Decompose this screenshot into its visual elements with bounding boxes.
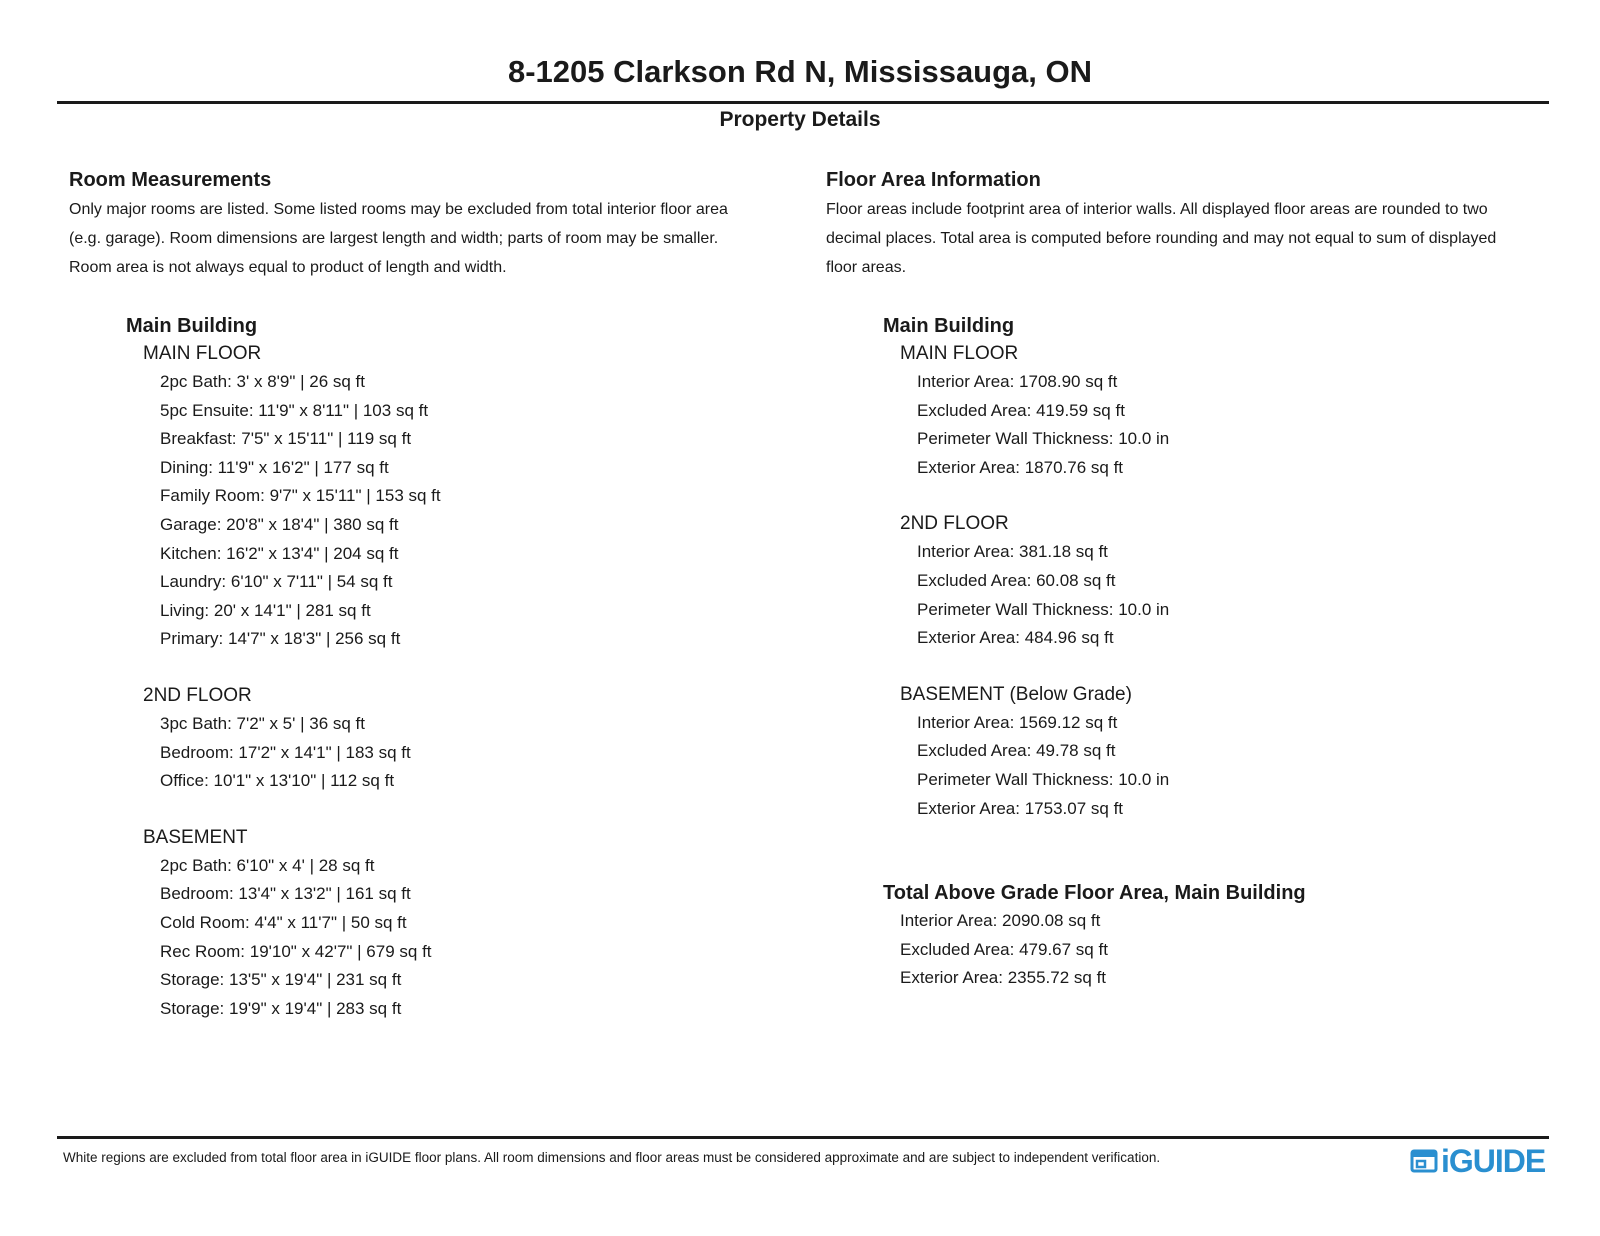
area-item: Interior Area: 1708.90 sq ft	[917, 372, 1118, 391]
iguide-logo-icon	[1410, 1147, 1438, 1175]
building-heading: Main Building	[883, 315, 1015, 337]
floor-name: MAIN FLOOR	[143, 343, 262, 364]
area-item: Interior Area: 1569.12 sq ft	[917, 712, 1118, 732]
room-item: Laundry: 6'10" x 7'11" | 54 sq ft	[160, 572, 393, 592]
room-item: Rec Room: 19'10" x 42'7" | 679 sq ft	[160, 941, 432, 961]
room-item: Garage: 20'8" x 18'4" | 380 sq ft	[160, 514, 399, 534]
floor-name: MAIN FLOOR	[900, 343, 1019, 364]
floor-name: BASEMENT (Below Grade)	[900, 683, 1132, 705]
total-area-item: Excluded Area: 479.67 sq ft	[900, 939, 1108, 959]
floor-main	[143, 340, 789, 654]
top-divider	[57, 101, 1549, 104]
page-title: 8-1205 Clarkson Rd N, Mississauga, ON	[507, 54, 1093, 89]
room-item: Storage: 13'5" x 19'4" | 231 sq ft	[160, 970, 402, 990]
room-measurements-heading: Room Measurements	[69, 169, 272, 191]
floor-2nd	[143, 682, 789, 796]
page-subtitle: Property Details	[719, 108, 881, 131]
floor-name: 2ND FLOOR	[900, 513, 1009, 535]
area-item: Excluded Area: 49.78 sq ft	[917, 741, 1116, 761]
area-floor-basement	[900, 681, 1566, 823]
room-item: Bedroom: 13'4" x 13'2" | 161 sq ft	[160, 884, 411, 904]
intro-line: Floor areas include footprint area of interior walls. All displayed floor areas are rounded to two	[826, 201, 1488, 218]
room-item: Breakfast: 7'5" x 15'11" | 119 sq ft	[160, 429, 412, 449]
intro-line: (e.g. garage). Room dimensions are largest length and width; parts of room may be smaller.	[69, 230, 719, 247]
area-item: Exterior Area: 1753.07 sq ft	[917, 798, 1124, 818]
room-item: Cold Room: 4'4" x 11'7" | 50 sq ft	[160, 912, 407, 932]
area-item: Exterior Area: 1870.76 sq ft	[917, 457, 1124, 477]
intro-line: Only major rooms are listed. Some listed rooms may be excluded from total interior floor area	[69, 201, 728, 218]
area-item: Exterior Area: 484.96 sq ft	[917, 628, 1114, 648]
total-area-item: Interior Area: 2090.08 sq ft	[900, 911, 1101, 931]
floor-name: BASEMENT	[143, 826, 248, 848]
intro-line: floor areas.	[826, 259, 907, 276]
room-item: Family Room: 9'7" x 15'11" | 153 sq ft	[160, 486, 441, 506]
floor-name: 2ND FLOOR	[143, 684, 252, 706]
room-item: Dining: 11'9" x 16'2" | 177 sq ft	[160, 457, 389, 477]
room-item: Kitchen: 16'2" x 13'4" | 204 sq ft	[160, 543, 399, 563]
total-area-list	[900, 907, 1566, 993]
room-item: 5pc Ensuite: 11'9" x 8'11" | 103 sq ft	[160, 400, 429, 420]
area-item: Excluded Area: 419.59 sq ft	[917, 400, 1125, 420]
area-floor-2nd	[900, 510, 1566, 652]
room-measurements-section	[69, 166, 789, 1023]
room-item: 3pc Bath: 7'2" x 5' | 36 sq ft	[160, 713, 366, 733]
intro-line: decimal places. Total area is computed before rounding and may not equal to sum of displayed	[826, 230, 1497, 247]
intro-line: Room area is not always equal to product of length and width.	[69, 259, 507, 276]
floor-area-heading: Floor Area Information	[826, 169, 1041, 191]
area-item: Excluded Area: 60.08 sq ft	[917, 570, 1116, 590]
room-item: 2pc Bath: 3' x 8'9" | 26 sq ft	[160, 372, 366, 391]
total-area-heading: Total Above Grade Floor Area, Main Building	[883, 882, 1306, 905]
room-item: Bedroom: 17'2" x 14'1" | 183 sq ft	[160, 742, 411, 762]
area-item: Perimeter Wall Thickness: 10.0 in	[917, 769, 1170, 789]
area-floor-main	[900, 340, 1566, 482]
floor-basement	[143, 824, 789, 1024]
room-item: 2pc Bath: 6'10" x 4' | 28 sq ft	[160, 855, 375, 875]
room-item: Office: 10'1" x 13'10" | 112 sq ft	[160, 771, 395, 791]
room-item: Storage: 19'9" x 19'4" | 283 sq ft	[160, 998, 402, 1018]
room-measurements-intro	[69, 195, 789, 282]
area-item: Interior Area: 381.18 sq ft	[917, 542, 1108, 562]
iguide-logo-text: iGUIDE	[1441, 1142, 1546, 1179]
room-item: Living: 20' x 14'1" | 281 sq ft	[160, 600, 371, 620]
total-area-item: Exterior Area: 2355.72 sq ft	[900, 968, 1107, 988]
floor-area-intro	[826, 195, 1566, 282]
area-item: Perimeter Wall Thickness: 10.0 in	[917, 599, 1170, 619]
building-heading: Main Building	[126, 315, 258, 337]
area-item: Perimeter Wall Thickness: 10.0 in	[917, 429, 1170, 449]
iguide-logo	[1410, 1144, 1545, 1178]
floor-area-section	[826, 166, 1566, 993]
footer-disclaimer: White regions are excluded from total floor area in iGUIDE floor plans. All room dimensions and floor areas must be considered approximate and are subject to independent verification.	[63, 1150, 1161, 1165]
room-item: Primary: 14'7" x 18'3" | 256 sq ft	[160, 629, 401, 649]
bottom-divider	[57, 1136, 1549, 1139]
